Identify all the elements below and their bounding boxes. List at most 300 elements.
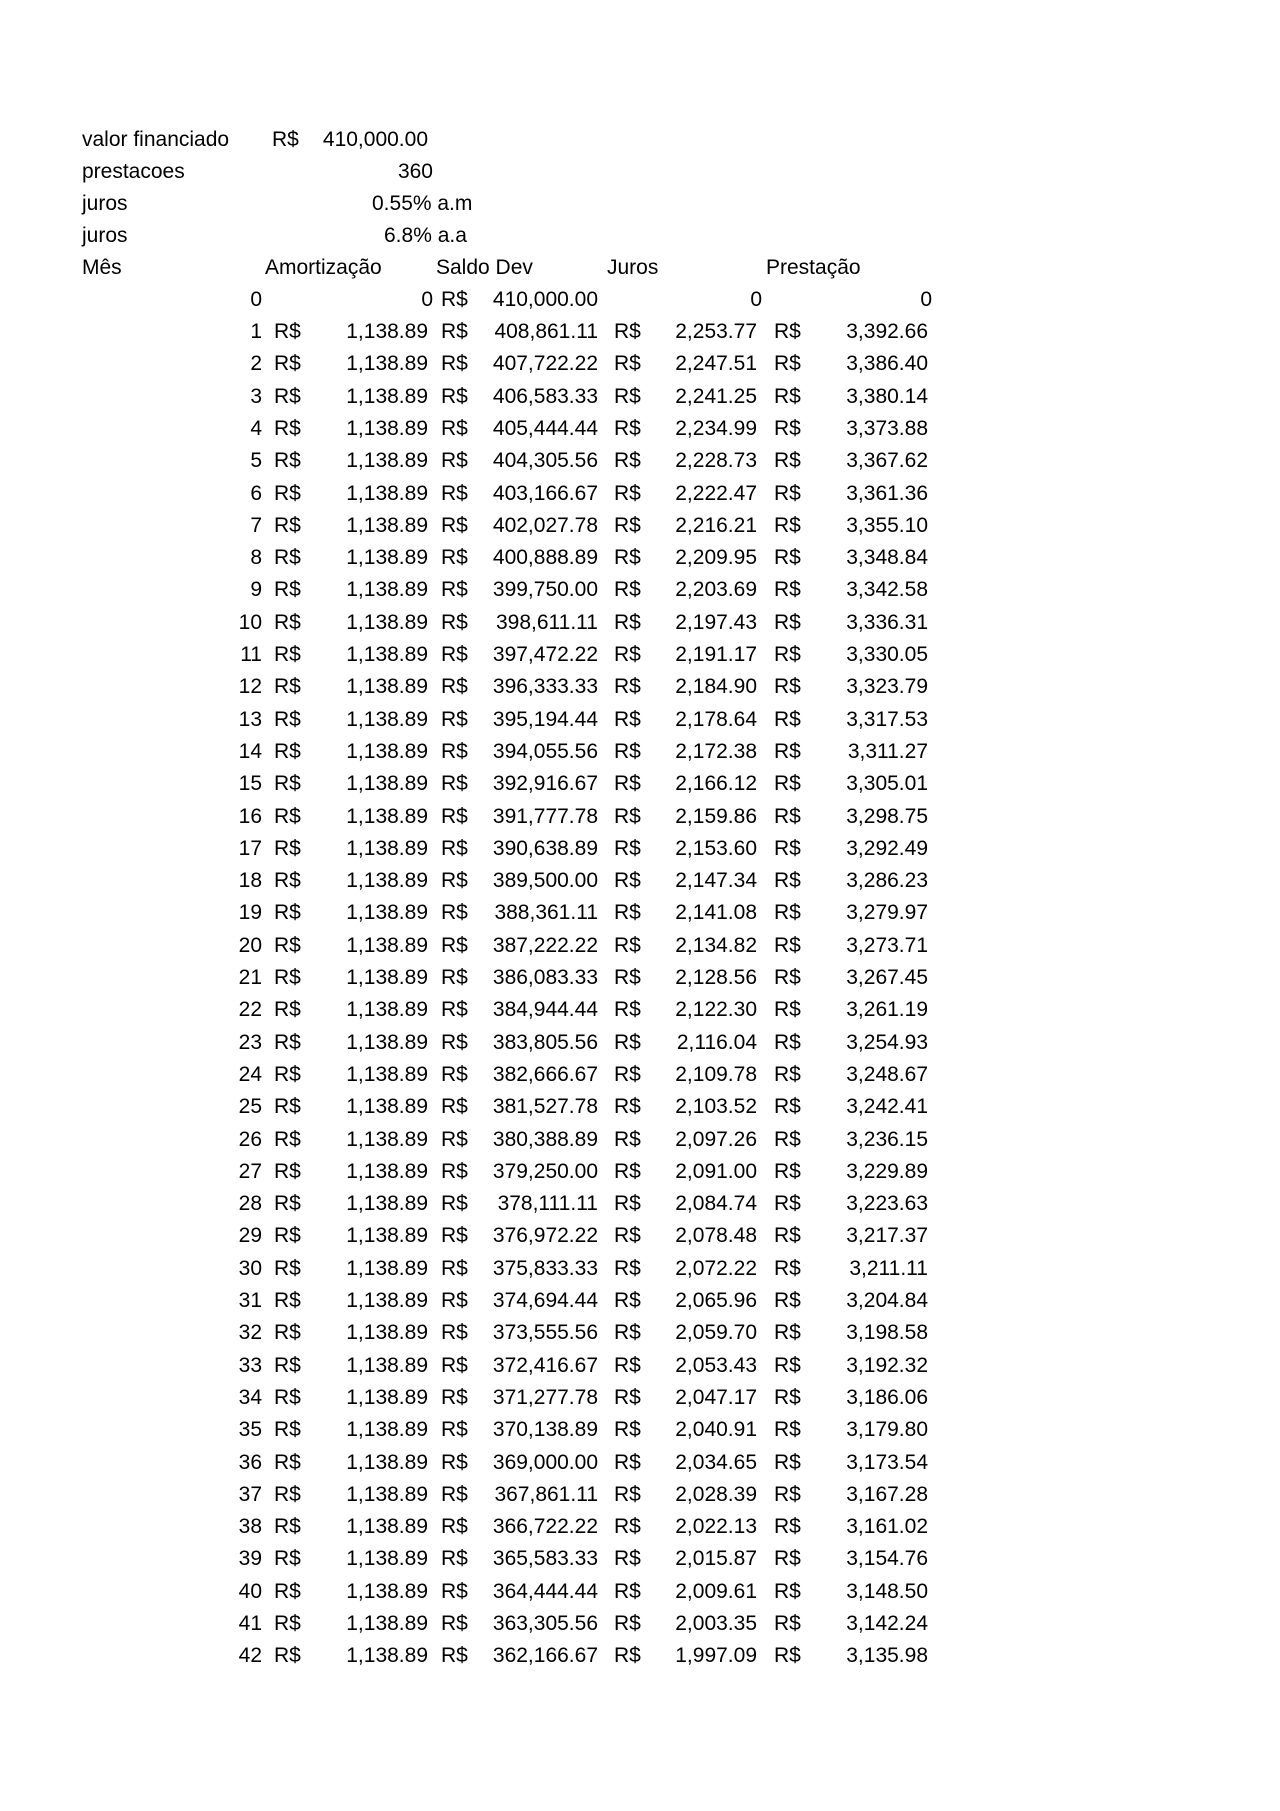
table-row bbox=[0, 1059, 1280, 1091]
cell-mes: 33 bbox=[238, 1353, 262, 1377]
cell-juros: 2,216.21 bbox=[675, 513, 757, 537]
cell-prestacao-currency: R$ bbox=[774, 1159, 801, 1183]
cell-amortizacao: 1,138.89 bbox=[346, 772, 428, 796]
cell-amortizacao-currency: R$ bbox=[274, 933, 301, 957]
cell-saldo-currency: R$ bbox=[441, 901, 468, 925]
juros-mensal-label: juros bbox=[82, 192, 128, 215]
cell-saldo: 376,972.22 bbox=[492, 1224, 598, 1248]
cell-juros-currency: R$ bbox=[614, 578, 641, 602]
cell-mes: 2 bbox=[250, 352, 262, 376]
cell-prestacao: 3,279.97 bbox=[846, 901, 928, 925]
cell-prestacao-currency: R$ bbox=[774, 1321, 801, 1345]
cell-amortizacao-currency: R$ bbox=[274, 416, 301, 440]
cell-saldo: 396,333.33 bbox=[492, 675, 598, 699]
cell-juros: 2,184.90 bbox=[675, 675, 757, 699]
cell-amortizacao: 0 bbox=[421, 288, 433, 311]
cell-juros: 2,172.38 bbox=[675, 739, 757, 763]
cell-mes: 0 bbox=[250, 288, 262, 311]
cell-saldo: 367,861.11 bbox=[494, 1482, 598, 1506]
table-row bbox=[0, 607, 1280, 639]
cell-saldo: 383,805.56 bbox=[492, 1030, 598, 1054]
cell-amortizacao-currency: R$ bbox=[274, 1321, 301, 1345]
cell-saldo: 382,666.67 bbox=[492, 1062, 598, 1086]
table-row bbox=[0, 1511, 1280, 1543]
cell-mes: 32 bbox=[238, 1321, 262, 1345]
cell-juros-currency: R$ bbox=[614, 1030, 641, 1054]
cell-saldo-currency: R$ bbox=[441, 1418, 468, 1442]
cell-amortizacao: 1,138.89 bbox=[346, 1418, 428, 1442]
cell-amortizacao: 1,138.89 bbox=[346, 1224, 428, 1248]
cell-saldo-currency: R$ bbox=[441, 643, 468, 666]
cell-saldo-currency: R$ bbox=[441, 578, 468, 602]
cell-prestacao: 3,229.89 bbox=[846, 1159, 928, 1183]
cell-juros-currency: R$ bbox=[614, 869, 641, 893]
cell-prestacao-currency: R$ bbox=[774, 1644, 801, 1668]
cell-prestacao-currency: R$ bbox=[774, 1418, 801, 1442]
cell-prestacao-currency: R$ bbox=[774, 578, 801, 602]
cell-saldo: 381,527.78 bbox=[492, 1095, 598, 1119]
cell-saldo-currency: R$ bbox=[441, 416, 468, 440]
cell-amortizacao: 1,138.89 bbox=[346, 1353, 428, 1377]
table-row bbox=[0, 1543, 1280, 1575]
table-row bbox=[0, 510, 1280, 542]
cell-prestacao-currency: R$ bbox=[774, 1062, 801, 1086]
cell-amortizacao-currency: R$ bbox=[274, 1062, 301, 1086]
cell-amortizacao: 1,138.89 bbox=[346, 578, 428, 602]
cell-amortizacao: 1,138.89 bbox=[346, 836, 428, 860]
table-row bbox=[0, 1188, 1280, 1220]
cell-amortizacao-currency: R$ bbox=[274, 578, 301, 602]
cell-mes: 37 bbox=[238, 1482, 262, 1506]
cell-juros-currency: R$ bbox=[614, 998, 641, 1022]
cell-mes: 20 bbox=[238, 933, 262, 957]
cell-juros: 2,247.51 bbox=[675, 352, 757, 376]
cell-prestacao-currency: R$ bbox=[774, 1192, 801, 1216]
cell-saldo-currency: R$ bbox=[441, 1127, 468, 1151]
cell-amortizacao: 1,138.89 bbox=[346, 901, 428, 925]
cell-amortizacao-currency: R$ bbox=[274, 869, 301, 893]
cell-mes: 7 bbox=[250, 513, 262, 537]
cell-saldo-currency: R$ bbox=[441, 1385, 468, 1409]
cell-saldo: 395,194.44 bbox=[492, 707, 598, 731]
cell-prestacao-currency: R$ bbox=[774, 966, 801, 989]
cell-saldo-currency: R$ bbox=[441, 1159, 468, 1183]
juros-anual-label: juros bbox=[82, 224, 128, 247]
cell-amortizacao-currency: R$ bbox=[274, 836, 301, 860]
cell-amortizacao-currency: R$ bbox=[274, 1159, 301, 1183]
cell-juros: 2,084.74 bbox=[675, 1192, 757, 1216]
cell-amortizacao: 1,138.89 bbox=[346, 449, 428, 473]
cell-amortizacao: 1,138.89 bbox=[346, 1289, 428, 1312]
table-row bbox=[0, 284, 1280, 316]
cell-amortizacao: 1,138.89 bbox=[346, 1192, 428, 1216]
cell-mes: 29 bbox=[238, 1224, 262, 1248]
cell-saldo: 407,722.22 bbox=[492, 352, 598, 376]
cell-prestacao: 3,211.11 bbox=[849, 1256, 928, 1280]
cell-amortizacao: 1,138.89 bbox=[346, 804, 428, 828]
cell-juros: 2,159.86 bbox=[675, 804, 757, 828]
cell-prestacao: 3,204.84 bbox=[846, 1289, 928, 1312]
cell-prestacao: 3,135.98 bbox=[846, 1644, 928, 1668]
cell-juros-currency: R$ bbox=[614, 1612, 641, 1635]
cell-prestacao: 3,286.23 bbox=[846, 869, 928, 893]
cell-prestacao-currency: R$ bbox=[774, 1127, 801, 1151]
cell-saldo: 362,166.67 bbox=[492, 1644, 598, 1668]
cell-amortizacao: 1,138.89 bbox=[346, 1385, 428, 1409]
cell-amortizacao-currency: R$ bbox=[274, 352, 301, 376]
cell-juros: 2,103.52 bbox=[675, 1095, 757, 1119]
cell-mes: 19 bbox=[238, 901, 262, 925]
cell-amortizacao-currency: R$ bbox=[274, 1127, 301, 1151]
cell-amortizacao: 1,138.89 bbox=[346, 1450, 428, 1474]
cell-saldo-currency: R$ bbox=[441, 610, 468, 634]
table-row bbox=[0, 478, 1280, 510]
cell-prestacao: 3,317.53 bbox=[846, 707, 928, 731]
cell-saldo-currency: R$ bbox=[441, 1482, 468, 1506]
cell-juros: 2,134.82 bbox=[675, 933, 757, 957]
cell-mes: 31 bbox=[238, 1289, 262, 1312]
cell-mes: 3 bbox=[250, 384, 262, 408]
cell-saldo-currency: R$ bbox=[441, 352, 468, 376]
cell-prestacao-currency: R$ bbox=[774, 675, 801, 699]
cell-prestacao: 3,154.76 bbox=[846, 1547, 928, 1571]
cell-mes: 25 bbox=[238, 1095, 262, 1119]
cell-mes: 42 bbox=[238, 1644, 262, 1668]
cell-saldo-currency: R$ bbox=[441, 1030, 468, 1054]
table-row bbox=[0, 768, 1280, 800]
cell-prestacao: 3,261.19 bbox=[846, 998, 928, 1022]
cell-amortizacao-currency: R$ bbox=[274, 1482, 301, 1506]
cell-prestacao-currency: R$ bbox=[774, 416, 801, 440]
cell-mes: 15 bbox=[238, 772, 262, 796]
cell-mes: 10 bbox=[238, 610, 262, 634]
juros-mensal-value: 0.55% a.m bbox=[372, 192, 473, 215]
cell-mes: 34 bbox=[238, 1385, 262, 1409]
cell-juros-currency: R$ bbox=[614, 1418, 641, 1442]
cell-saldo-currency: R$ bbox=[441, 804, 468, 828]
cell-prestacao: 3,292.49 bbox=[846, 836, 928, 860]
table-row bbox=[0, 1640, 1280, 1672]
cell-prestacao-currency: R$ bbox=[774, 901, 801, 925]
cell-saldo: 372,416.67 bbox=[492, 1353, 598, 1377]
cell-saldo: 371,277.78 bbox=[492, 1385, 598, 1409]
cell-juros: 2,222.47 bbox=[675, 481, 757, 505]
cell-mes: 23 bbox=[238, 1030, 262, 1054]
cell-prestacao-currency: R$ bbox=[774, 933, 801, 957]
cell-mes: 41 bbox=[238, 1612, 262, 1635]
cell-prestacao-currency: R$ bbox=[774, 1030, 801, 1054]
cell-amortizacao-currency: R$ bbox=[274, 804, 301, 828]
cell-prestacao: 0 bbox=[920, 288, 932, 311]
cell-prestacao-currency: R$ bbox=[774, 1385, 801, 1409]
table-row bbox=[0, 833, 1280, 865]
cell-juros-currency: R$ bbox=[614, 1095, 641, 1119]
cell-amortizacao: 1,138.89 bbox=[346, 707, 428, 731]
cell-amortizacao-currency: R$ bbox=[274, 966, 301, 989]
cell-mes: 38 bbox=[238, 1515, 262, 1539]
cell-juros-currency: R$ bbox=[614, 1192, 641, 1216]
cell-amortizacao: 1,138.89 bbox=[346, 384, 428, 408]
cell-juros: 2,241.25 bbox=[675, 384, 757, 408]
cell-amortizacao-currency: R$ bbox=[274, 901, 301, 925]
cell-prestacao-currency: R$ bbox=[774, 739, 801, 763]
cell-juros: 2,091.00 bbox=[675, 1159, 757, 1183]
cell-prestacao: 3,267.45 bbox=[846, 966, 928, 989]
table-row bbox=[0, 930, 1280, 962]
cell-prestacao-currency: R$ bbox=[774, 1224, 801, 1248]
table-row bbox=[0, 801, 1280, 833]
cell-juros-currency: R$ bbox=[614, 772, 641, 796]
cell-mes: 22 bbox=[238, 998, 262, 1022]
cell-juros: 2,141.08 bbox=[675, 901, 757, 925]
prestacoes-label: prestacoes bbox=[82, 160, 185, 183]
cell-mes: 40 bbox=[238, 1579, 262, 1603]
cell-juros-currency: R$ bbox=[614, 1321, 641, 1345]
cell-prestacao-currency: R$ bbox=[774, 513, 801, 537]
cell-mes: 28 bbox=[238, 1192, 262, 1216]
cell-juros: 2,228.73 bbox=[675, 449, 757, 473]
cell-amortizacao: 1,138.89 bbox=[346, 352, 428, 376]
cell-saldo-currency: R$ bbox=[441, 1353, 468, 1377]
cell-mes: 35 bbox=[238, 1418, 262, 1442]
cell-juros: 2,203.69 bbox=[675, 578, 757, 602]
cell-saldo-currency: R$ bbox=[441, 933, 468, 957]
summary-row-prestacoes bbox=[0, 156, 1280, 188]
cell-prestacao-currency: R$ bbox=[774, 1289, 801, 1312]
table-row bbox=[0, 1091, 1280, 1123]
cell-prestacao: 3,367.62 bbox=[846, 449, 928, 473]
cell-juros-currency: R$ bbox=[614, 1256, 641, 1280]
cell-juros-currency: R$ bbox=[614, 513, 641, 537]
cell-saldo: 398,611.11 bbox=[496, 610, 598, 634]
cell-prestacao: 3,248.67 bbox=[846, 1062, 928, 1086]
cell-juros-currency: R$ bbox=[614, 1385, 641, 1409]
table-row bbox=[0, 994, 1280, 1026]
cell-prestacao-currency: R$ bbox=[774, 449, 801, 473]
cell-mes: 6 bbox=[250, 481, 262, 505]
cell-saldo: 402,027.78 bbox=[492, 513, 598, 537]
cell-saldo: 397,472.22 bbox=[492, 643, 598, 666]
cell-saldo-currency: R$ bbox=[441, 1192, 468, 1216]
cell-prestacao: 3,161.02 bbox=[846, 1515, 928, 1539]
table-row bbox=[0, 381, 1280, 413]
cell-mes: 18 bbox=[238, 869, 262, 893]
cell-prestacao: 3,380.14 bbox=[846, 384, 928, 408]
cell-amortizacao-currency: R$ bbox=[274, 546, 301, 570]
cell-prestacao-currency: R$ bbox=[774, 836, 801, 860]
cell-juros-currency: R$ bbox=[614, 1579, 641, 1603]
cell-juros-currency: R$ bbox=[614, 481, 641, 505]
table-row bbox=[0, 1414, 1280, 1446]
cell-amortizacao: 1,138.89 bbox=[346, 933, 428, 957]
cell-prestacao-currency: R$ bbox=[774, 1482, 801, 1506]
cell-amortizacao: 1,138.89 bbox=[346, 1644, 428, 1668]
cell-amortizacao-currency: R$ bbox=[274, 1418, 301, 1442]
cell-saldo: 391,777.78 bbox=[492, 804, 598, 828]
cell-amortizacao: 1,138.89 bbox=[346, 1482, 428, 1506]
cell-prestacao-currency: R$ bbox=[774, 320, 801, 343]
table-row bbox=[0, 1220, 1280, 1252]
cell-saldo-currency: R$ bbox=[441, 320, 468, 343]
cell-amortizacao: 1,138.89 bbox=[346, 1095, 428, 1119]
cell-mes: 36 bbox=[238, 1450, 262, 1474]
cell-prestacao: 3,167.28 bbox=[846, 1482, 928, 1506]
cell-saldo: 388,361.11 bbox=[494, 901, 598, 925]
cell-prestacao: 3,173.54 bbox=[846, 1450, 928, 1474]
cell-juros-currency: R$ bbox=[614, 1127, 641, 1151]
cell-saldo: 379,250.00 bbox=[492, 1159, 598, 1183]
cell-juros: 2,197.43 bbox=[675, 610, 757, 634]
cell-prestacao: 3,148.50 bbox=[846, 1579, 928, 1603]
cell-prestacao-currency: R$ bbox=[774, 1450, 801, 1474]
cell-mes: 11 bbox=[240, 643, 262, 666]
cell-prestacao: 3,392.66 bbox=[846, 320, 928, 343]
cell-juros: 2,072.22 bbox=[675, 1256, 757, 1280]
table-row bbox=[0, 574, 1280, 606]
cell-juros: 2,209.95 bbox=[675, 546, 757, 570]
summary-row-juros-mensal bbox=[0, 188, 1280, 220]
cell-juros-currency: R$ bbox=[614, 384, 641, 408]
cell-saldo: 394,055.56 bbox=[492, 739, 598, 763]
cell-juros: 2,253.77 bbox=[675, 320, 757, 343]
cell-amortizacao: 1,138.89 bbox=[346, 1256, 428, 1280]
cell-prestacao-currency: R$ bbox=[774, 998, 801, 1022]
cell-prestacao: 3,305.01 bbox=[846, 772, 928, 796]
cell-prestacao-currency: R$ bbox=[774, 546, 801, 570]
cell-saldo-currency: R$ bbox=[441, 1224, 468, 1248]
cell-prestacao: 3,186.06 bbox=[846, 1385, 928, 1409]
cell-prestacao: 3,217.37 bbox=[846, 1224, 928, 1248]
table-row bbox=[0, 413, 1280, 445]
cell-juros-currency: R$ bbox=[614, 1159, 641, 1183]
cell-prestacao: 3,323.79 bbox=[846, 675, 928, 699]
summary-row-valor bbox=[0, 124, 1280, 156]
cell-saldo-currency: R$ bbox=[441, 288, 468, 311]
cell-prestacao: 3,355.10 bbox=[846, 513, 928, 537]
cell-saldo-currency: R$ bbox=[441, 481, 468, 505]
cell-saldo-currency: R$ bbox=[441, 675, 468, 699]
table-row bbox=[0, 1608, 1280, 1640]
cell-amortizacao-currency: R$ bbox=[274, 675, 301, 699]
cell-mes: 1 bbox=[250, 320, 262, 343]
header-prestacao: Prestação bbox=[766, 256, 861, 279]
cell-saldo-currency: R$ bbox=[441, 739, 468, 763]
cell-saldo: 403,166.67 bbox=[492, 481, 598, 505]
cell-amortizacao: 1,138.89 bbox=[346, 643, 428, 666]
cell-saldo-currency: R$ bbox=[441, 1579, 468, 1603]
cell-juros-currency: R$ bbox=[614, 836, 641, 860]
cell-prestacao: 3,298.75 bbox=[846, 804, 928, 828]
cell-saldo: 363,305.56 bbox=[492, 1612, 598, 1635]
cell-juros-currency: R$ bbox=[614, 1547, 641, 1571]
table-row bbox=[0, 639, 1280, 671]
table-row bbox=[0, 348, 1280, 380]
cell-saldo-currency: R$ bbox=[441, 1062, 468, 1086]
cell-juros-currency: R$ bbox=[614, 1289, 641, 1312]
cell-amortizacao-currency: R$ bbox=[274, 1515, 301, 1539]
cell-amortizacao-currency: R$ bbox=[274, 1192, 301, 1216]
cell-juros: 2,116.04 bbox=[676, 1030, 757, 1054]
cell-prestacao: 3,223.63 bbox=[846, 1192, 928, 1216]
cell-saldo-currency: R$ bbox=[441, 772, 468, 796]
cell-saldo-currency: R$ bbox=[441, 998, 468, 1022]
table-row bbox=[0, 1027, 1280, 1059]
cell-mes: 21 bbox=[238, 966, 262, 989]
cell-amortizacao-currency: R$ bbox=[274, 739, 301, 763]
cell-juros-currency: R$ bbox=[614, 1482, 641, 1506]
cell-mes: 30 bbox=[238, 1256, 262, 1280]
cell-saldo: 386,083.33 bbox=[492, 966, 598, 989]
cell-juros-currency: R$ bbox=[614, 449, 641, 473]
cell-saldo-currency: R$ bbox=[441, 1321, 468, 1345]
cell-amortizacao: 1,138.89 bbox=[346, 513, 428, 537]
cell-amortizacao: 1,138.89 bbox=[346, 1127, 428, 1151]
cell-prestacao-currency: R$ bbox=[774, 1353, 801, 1377]
cell-prestacao-currency: R$ bbox=[774, 1515, 801, 1539]
cell-juros: 2,153.60 bbox=[675, 836, 757, 860]
cell-juros: 2,009.61 bbox=[675, 1579, 757, 1603]
cell-mes: 13 bbox=[238, 707, 262, 731]
cell-prestacao: 3,361.36 bbox=[846, 481, 928, 505]
cell-amortizacao: 1,138.89 bbox=[346, 546, 428, 570]
cell-juros: 2,047.17 bbox=[675, 1385, 757, 1409]
cell-saldo: 378,111.11 bbox=[497, 1192, 598, 1216]
cell-saldo: 389,500.00 bbox=[492, 869, 598, 893]
cell-saldo-currency: R$ bbox=[441, 1515, 468, 1539]
cell-mes: 14 bbox=[238, 739, 262, 763]
prestacoes-value: 360 bbox=[397, 160, 433, 183]
cell-juros-currency: R$ bbox=[614, 707, 641, 731]
cell-amortizacao: 1,138.89 bbox=[346, 1515, 428, 1539]
cell-saldo-currency: R$ bbox=[441, 1095, 468, 1119]
cell-juros: 2,015.87 bbox=[675, 1547, 757, 1571]
cell-amortizacao-currency: R$ bbox=[274, 1289, 301, 1312]
cell-amortizacao-currency: R$ bbox=[274, 481, 301, 505]
cell-prestacao-currency: R$ bbox=[774, 804, 801, 828]
cell-saldo-currency: R$ bbox=[441, 1289, 468, 1312]
cell-amortizacao-currency: R$ bbox=[274, 513, 301, 537]
table-row bbox=[0, 1447, 1280, 1479]
cell-saldo: 375,833.33 bbox=[492, 1256, 598, 1280]
cell-saldo: 399,750.00 bbox=[492, 578, 598, 602]
cell-juros: 2,191.17 bbox=[675, 643, 757, 666]
cell-juros-currency: R$ bbox=[614, 933, 641, 957]
cell-prestacao-currency: R$ bbox=[774, 1095, 801, 1119]
cell-saldo: 364,444.44 bbox=[492, 1579, 598, 1603]
cell-juros: 2,059.70 bbox=[675, 1321, 757, 1345]
cell-prestacao: 3,311.27 bbox=[847, 739, 928, 763]
table-row bbox=[0, 897, 1280, 929]
cell-mes: 8 bbox=[250, 546, 262, 570]
cell-saldo: 365,583.33 bbox=[492, 1547, 598, 1571]
table-row bbox=[0, 1576, 1280, 1608]
cell-juros-currency: R$ bbox=[614, 1224, 641, 1248]
cell-prestacao-currency: R$ bbox=[774, 610, 801, 634]
cell-saldo: 390,638.89 bbox=[492, 836, 598, 860]
cell-prestacao-currency: R$ bbox=[774, 1579, 801, 1603]
cell-saldo-currency: R$ bbox=[441, 1612, 468, 1635]
cell-mes: 16 bbox=[238, 804, 262, 828]
cell-amortizacao-currency: R$ bbox=[274, 643, 301, 666]
cell-prestacao: 3,142.24 bbox=[846, 1612, 928, 1635]
cell-amortizacao: 1,138.89 bbox=[346, 739, 428, 763]
cell-mes: 12 bbox=[238, 675, 262, 699]
cell-amortizacao-currency: R$ bbox=[274, 1450, 301, 1474]
cell-amortizacao-currency: R$ bbox=[274, 1644, 301, 1668]
table-row bbox=[0, 1479, 1280, 1511]
table-row bbox=[0, 736, 1280, 768]
cell-amortizacao: 1,138.89 bbox=[346, 869, 428, 893]
